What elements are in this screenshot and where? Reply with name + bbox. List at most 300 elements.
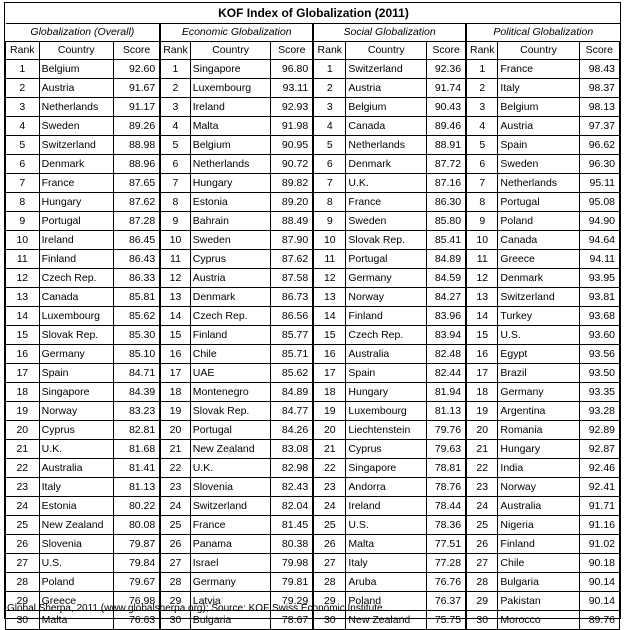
economic-score-cell: 82.04 [271, 497, 313, 516]
table-row [6, 554, 620, 573]
overall-rank-cell: 10 [6, 231, 40, 250]
political-score-cell: 90.14 [579, 592, 619, 611]
economic-score-cell: 93.11 [271, 79, 313, 98]
overall-rank-cell: 17 [6, 364, 40, 383]
social-country-cell: Hungary [346, 383, 427, 402]
overall-country-cell: Spain [39, 364, 113, 383]
economic-country-cell: Denmark [190, 288, 271, 307]
political-country-cell: Turkey [498, 307, 579, 326]
overall-rank-cell: 9 [6, 212, 40, 231]
social-rank-cell: 24 [313, 497, 346, 516]
economic-score-cell: 92.93 [271, 98, 313, 117]
overall-country-cell: Hungary [39, 193, 113, 212]
overall-country-cell: Canada [39, 288, 113, 307]
political-country-cell: U.S. [498, 326, 579, 345]
economic-rank-cell: 27 [160, 554, 190, 573]
social-rank-cell: 30 [313, 611, 346, 630]
overall-country-cell: Denmark [39, 155, 113, 174]
overall-country-cell: Slovenia [39, 535, 113, 554]
political-score-cell: 96.30 [579, 155, 619, 174]
social-country-cell: Slovak Rep. [346, 231, 427, 250]
group-header-political: Political Globalization [466, 24, 619, 42]
overall-rank-cell: 11 [6, 250, 40, 269]
political-country-cell: Australia [498, 497, 579, 516]
economic-rank-cell: 15 [160, 326, 190, 345]
overall-country-cell: Italy [39, 478, 113, 497]
social-country-cell: France [346, 193, 427, 212]
economic-rank-cell: 1 [160, 60, 190, 79]
column-header-economic-score: Score [271, 42, 313, 60]
social-rank-cell: 26 [313, 535, 346, 554]
political-country-cell: Denmark [498, 269, 579, 288]
table-row [6, 155, 620, 174]
economic-country-cell: Israel [190, 554, 271, 573]
economic-score-cell: 86.73 [271, 288, 313, 307]
table-row [6, 307, 620, 326]
column-header-political-score: Score [579, 42, 619, 60]
social-country-cell: Luxembourg [346, 402, 427, 421]
table-row [6, 440, 620, 459]
overall-score-cell: 87.65 [113, 174, 160, 193]
social-rank-cell: 11 [313, 250, 346, 269]
group-header-overall: Globalization (Overall) [6, 24, 161, 42]
overall-score-cell: 81.13 [113, 478, 160, 497]
economic-country-cell: Chile [190, 345, 271, 364]
overall-score-cell: 79.84 [113, 554, 160, 573]
political-rank-cell: 14 [466, 307, 498, 326]
overall-score-cell: 85.81 [113, 288, 160, 307]
table-row [6, 364, 620, 383]
political-rank-cell: 9 [466, 212, 498, 231]
economic-country-cell: Slovak Rep. [190, 402, 271, 421]
political-country-cell: Spain [498, 136, 579, 155]
social-score-cell: 88.91 [427, 136, 466, 155]
political-score-cell: 90.18 [579, 554, 619, 573]
economic-country-cell: Belgium [190, 136, 271, 155]
economic-score-cell: 84.89 [271, 383, 313, 402]
social-rank-cell: 16 [313, 345, 346, 364]
social-country-cell: Ireland [346, 497, 427, 516]
overall-score-cell: 76.98 [113, 592, 160, 611]
social-score-cell: 76.37 [427, 592, 466, 611]
overall-country-cell: Czech Rep. [39, 269, 113, 288]
political-score-cell: 90.14 [579, 573, 619, 592]
political-country-cell: Hungary [498, 440, 579, 459]
social-rank-cell: 7 [313, 174, 346, 193]
social-country-cell: Andorra [346, 478, 427, 497]
economic-score-cell: 84.26 [271, 421, 313, 440]
economic-score-cell: 79.81 [271, 573, 313, 592]
political-score-cell: 93.81 [579, 288, 619, 307]
social-score-cell: 78.76 [427, 478, 466, 497]
economic-rank-cell: 30 [160, 611, 190, 630]
overall-score-cell: 85.62 [113, 307, 160, 326]
political-country-cell: Pakistan [498, 592, 579, 611]
political-rank-cell: 20 [466, 421, 498, 440]
political-rank-cell: 29 [466, 592, 498, 611]
social-country-cell: Belgium [346, 98, 427, 117]
social-score-cell: 78.36 [427, 516, 466, 535]
social-rank-cell: 28 [313, 573, 346, 592]
political-country-cell: Morocco [498, 611, 579, 630]
overall-score-cell: 86.33 [113, 269, 160, 288]
political-country-cell: Italy [498, 79, 579, 98]
overall-rank-cell: 25 [6, 516, 40, 535]
political-rank-cell: 18 [466, 383, 498, 402]
column-header-social-score: Score [427, 42, 466, 60]
political-score-cell: 93.68 [579, 307, 619, 326]
economic-rank-cell: 26 [160, 535, 190, 554]
social-country-cell: New Zealand [346, 611, 427, 630]
economic-country-cell: Estonia [190, 193, 271, 212]
social-score-cell: 79.63 [427, 440, 466, 459]
political-rank-cell: 8 [466, 193, 498, 212]
social-rank-cell: 15 [313, 326, 346, 345]
political-score-cell: 97.37 [579, 117, 619, 136]
social-country-cell: U.K. [346, 174, 427, 193]
overall-country-cell: U.K. [39, 440, 113, 459]
social-rank-cell: 25 [313, 516, 346, 535]
overall-score-cell: 84.71 [113, 364, 160, 383]
political-score-cell: 92.41 [579, 478, 619, 497]
table-row [6, 478, 620, 497]
table-row [6, 421, 620, 440]
social-rank-cell: 10 [313, 231, 346, 250]
economic-country-cell: Latvia [190, 592, 271, 611]
economic-rank-cell: 8 [160, 193, 190, 212]
group-header-row [6, 24, 620, 42]
economic-rank-cell: 21 [160, 440, 190, 459]
political-score-cell: 95.11 [579, 174, 619, 193]
economic-country-cell: Bahrain [190, 212, 271, 231]
overall-rank-cell: 26 [6, 535, 40, 554]
overall-rank-cell: 7 [6, 174, 40, 193]
social-rank-cell: 8 [313, 193, 346, 212]
overall-score-cell: 85.10 [113, 345, 160, 364]
economic-country-cell: Germany [190, 573, 271, 592]
overall-score-cell: 84.39 [113, 383, 160, 402]
economic-country-cell: Cyprus [190, 250, 271, 269]
overall-rank-cell: 3 [6, 98, 40, 117]
political-country-cell: Portugal [498, 193, 579, 212]
social-country-cell: Netherlands [346, 136, 427, 155]
social-rank-cell: 6 [313, 155, 346, 174]
political-rank-cell: 15 [466, 326, 498, 345]
overall-country-cell: Germany [39, 345, 113, 364]
political-rank-cell: 19 [466, 402, 498, 421]
economic-score-cell: 87.90 [271, 231, 313, 250]
social-score-cell: 85.80 [427, 212, 466, 231]
social-country-cell: Sweden [346, 212, 427, 231]
political-rank-cell: 13 [466, 288, 498, 307]
overall-country-cell: Sweden [39, 117, 113, 136]
economic-rank-cell: 29 [160, 592, 190, 611]
political-score-cell: 92.87 [579, 440, 619, 459]
overall-score-cell: 89.26 [113, 117, 160, 136]
overall-score-cell: 81.68 [113, 440, 160, 459]
social-score-cell: 82.48 [427, 345, 466, 364]
economic-score-cell: 82.43 [271, 478, 313, 497]
overall-rank-cell: 2 [6, 79, 40, 98]
political-country-cell: Nigeria [498, 516, 579, 535]
social-country-cell: Malta [346, 535, 427, 554]
table-row [6, 174, 620, 193]
political-score-cell: 98.13 [579, 98, 619, 117]
economic-rank-cell: 7 [160, 174, 190, 193]
economic-country-cell: Czech Rep. [190, 307, 271, 326]
table-row [6, 60, 620, 79]
overall-country-cell: Cyprus [39, 421, 113, 440]
political-score-cell: 89.76 [579, 611, 619, 630]
table-row [6, 212, 620, 231]
economic-rank-cell: 13 [160, 288, 190, 307]
economic-score-cell: 87.62 [271, 250, 313, 269]
table-row [6, 326, 620, 345]
political-rank-cell: 5 [466, 136, 498, 155]
social-rank-cell: 12 [313, 269, 346, 288]
economic-country-cell: Sweden [190, 231, 271, 250]
political-country-cell: Romania [498, 421, 579, 440]
overall-score-cell: 82.81 [113, 421, 160, 440]
economic-country-cell: Portugal [190, 421, 271, 440]
column-header-economic-country: Country [190, 42, 271, 60]
table-row [6, 573, 620, 592]
social-rank-cell: 14 [313, 307, 346, 326]
overall-rank-cell: 15 [6, 326, 40, 345]
political-country-cell: Finland [498, 535, 579, 554]
political-country-cell: Egypt [498, 345, 579, 364]
overall-country-cell: Netherlands [39, 98, 113, 117]
political-country-cell: Canada [498, 231, 579, 250]
social-country-cell: Finland [346, 307, 427, 326]
political-rank-cell: 16 [466, 345, 498, 364]
source-note: Global Sherpa, 2011 (www.globalsherpa.org); Source: KOF Swiss Economic Institute. [7, 603, 386, 614]
political-country-cell: Austria [498, 117, 579, 136]
overall-score-cell: 76.63 [113, 611, 160, 630]
social-country-cell: Spain [346, 364, 427, 383]
overall-score-cell: 83.23 [113, 402, 160, 421]
overall-country-cell: Portugal [39, 212, 113, 231]
political-country-cell: Argentina [498, 402, 579, 421]
overall-score-cell: 79.87 [113, 535, 160, 554]
social-country-cell: Germany [346, 269, 427, 288]
economic-rank-cell: 10 [160, 231, 190, 250]
overall-score-cell: 86.43 [113, 250, 160, 269]
overall-country-cell: Malta [39, 611, 113, 630]
economic-score-cell: 81.45 [271, 516, 313, 535]
social-score-cell: 78.81 [427, 459, 466, 478]
overall-rank-cell: 12 [6, 269, 40, 288]
social-score-cell: 86.30 [427, 193, 466, 212]
political-country-cell: Germany [498, 383, 579, 402]
overall-score-cell: 91.67 [113, 79, 160, 98]
overall-score-cell: 79.67 [113, 573, 160, 592]
political-rank-cell: 17 [466, 364, 498, 383]
overall-country-cell: Greece [39, 592, 113, 611]
social-country-cell: Denmark [346, 155, 427, 174]
table-row [6, 383, 620, 402]
social-score-cell: 90.43 [427, 98, 466, 117]
column-header-political-country: Country [498, 42, 579, 60]
table-row [6, 117, 620, 136]
overall-rank-cell: 29 [6, 592, 40, 611]
table-row [6, 402, 620, 421]
social-country-cell: Australia [346, 345, 427, 364]
social-score-cell: 81.13 [427, 402, 466, 421]
economic-rank-cell: 9 [160, 212, 190, 231]
overall-score-cell: 87.62 [113, 193, 160, 212]
overall-rank-cell: 1 [6, 60, 40, 79]
table-frame [4, 2, 621, 626]
political-country-cell: Netherlands [498, 174, 579, 193]
political-rank-cell: 10 [466, 231, 498, 250]
political-score-cell: 98.43 [579, 60, 619, 79]
political-rank-cell: 7 [466, 174, 498, 193]
social-rank-cell: 21 [313, 440, 346, 459]
economic-score-cell: 82.98 [271, 459, 313, 478]
political-rank-cell: 1 [466, 60, 498, 79]
political-rank-cell: 24 [466, 497, 498, 516]
social-score-cell: 77.28 [427, 554, 466, 573]
overall-rank-cell: 22 [6, 459, 40, 478]
economic-country-cell: Switzerland [190, 497, 271, 516]
economic-rank-cell: 18 [160, 383, 190, 402]
political-score-cell: 91.16 [579, 516, 619, 535]
social-country-cell: Switzerland [346, 60, 427, 79]
social-rank-cell: 23 [313, 478, 346, 497]
economic-score-cell: 87.58 [271, 269, 313, 288]
overall-rank-cell: 4 [6, 117, 40, 136]
social-rank-cell: 20 [313, 421, 346, 440]
social-score-cell: 84.89 [427, 250, 466, 269]
overall-country-cell: Finland [39, 250, 113, 269]
political-score-cell: 91.02 [579, 535, 619, 554]
column-header-overall-score: Score [113, 42, 160, 60]
overall-rank-cell: 27 [6, 554, 40, 573]
economic-country-cell: Netherlands [190, 155, 271, 174]
social-score-cell: 92.36 [427, 60, 466, 79]
economic-rank-cell: 23 [160, 478, 190, 497]
overall-country-cell: Estonia [39, 497, 113, 516]
column-header-overall-country: Country [39, 42, 113, 60]
political-score-cell: 92.89 [579, 421, 619, 440]
political-score-cell: 91.71 [579, 497, 619, 516]
social-country-cell: Poland [346, 592, 427, 611]
economic-country-cell: UAE [190, 364, 271, 383]
overall-rank-cell: 16 [6, 345, 40, 364]
political-rank-cell: 12 [466, 269, 498, 288]
social-country-cell: Singapore [346, 459, 427, 478]
social-rank-cell: 22 [313, 459, 346, 478]
economic-rank-cell: 14 [160, 307, 190, 326]
table-row [6, 516, 620, 535]
economic-score-cell: 86.56 [271, 307, 313, 326]
table-row [6, 98, 620, 117]
economic-rank-cell: 20 [160, 421, 190, 440]
political-rank-cell: 4 [466, 117, 498, 136]
social-rank-cell: 3 [313, 98, 346, 117]
overall-score-cell: 87.28 [113, 212, 160, 231]
economic-score-cell: 85.77 [271, 326, 313, 345]
economic-rank-cell: 24 [160, 497, 190, 516]
overall-rank-cell: 24 [6, 497, 40, 516]
overall-rank-cell: 19 [6, 402, 40, 421]
table-row [6, 459, 620, 478]
social-score-cell: 83.94 [427, 326, 466, 345]
social-rank-cell: 19 [313, 402, 346, 421]
political-rank-cell: 23 [466, 478, 498, 497]
economic-score-cell: 96.80 [271, 60, 313, 79]
economic-score-cell: 78.67 [271, 611, 313, 630]
overall-score-cell: 91.17 [113, 98, 160, 117]
table-row [6, 345, 620, 364]
political-score-cell: 93.50 [579, 364, 619, 383]
social-rank-cell: 18 [313, 383, 346, 402]
social-rank-cell: 5 [313, 136, 346, 155]
economic-score-cell: 84.77 [271, 402, 313, 421]
social-rank-cell: 17 [313, 364, 346, 383]
table-row [6, 79, 620, 98]
social-country-cell: Italy [346, 554, 427, 573]
social-score-cell: 78.44 [427, 497, 466, 516]
economic-rank-cell: 12 [160, 269, 190, 288]
political-rank-cell: 11 [466, 250, 498, 269]
overall-country-cell: Luxembourg [39, 307, 113, 326]
political-country-cell: Sweden [498, 155, 579, 174]
political-country-cell: Belgium [498, 98, 579, 117]
social-rank-cell: 2 [313, 79, 346, 98]
social-score-cell: 79.76 [427, 421, 466, 440]
political-score-cell: 95.08 [579, 193, 619, 212]
overall-score-cell: 88.98 [113, 136, 160, 155]
overall-score-cell: 88.96 [113, 155, 160, 174]
economic-country-cell: U.K. [190, 459, 271, 478]
political-score-cell: 94.90 [579, 212, 619, 231]
social-score-cell: 87.16 [427, 174, 466, 193]
table-title: KOF Index of Globalization (2011) [218, 6, 409, 20]
social-score-cell: 84.59 [427, 269, 466, 288]
economic-score-cell: 89.82 [271, 174, 313, 193]
political-rank-cell: 27 [466, 554, 498, 573]
economic-country-cell: Malta [190, 117, 271, 136]
social-score-cell: 76.76 [427, 573, 466, 592]
social-country-cell: Norway [346, 288, 427, 307]
table-row [6, 497, 620, 516]
overall-rank-cell: 21 [6, 440, 40, 459]
political-country-cell: Poland [498, 212, 579, 231]
political-rank-cell: 25 [466, 516, 498, 535]
social-country-cell: Aruba [346, 573, 427, 592]
overall-country-cell: U.S. [39, 554, 113, 573]
political-score-cell: 93.35 [579, 383, 619, 402]
political-country-cell: Switzerland [498, 288, 579, 307]
political-score-cell: 94.64 [579, 231, 619, 250]
column-header-overall-rank: Rank [6, 42, 40, 60]
political-rank-cell: 3 [466, 98, 498, 117]
political-score-cell: 93.56 [579, 345, 619, 364]
column-header-economic-rank: Rank [160, 42, 190, 60]
table-row [6, 193, 620, 212]
overall-score-cell: 81.41 [113, 459, 160, 478]
overall-rank-cell: 13 [6, 288, 40, 307]
overall-score-cell: 92.60 [113, 60, 160, 79]
table-row [6, 231, 620, 250]
column-header-social-country: Country [346, 42, 427, 60]
economic-country-cell: Ireland [190, 98, 271, 117]
economic-score-cell: 83.08 [271, 440, 313, 459]
table-row [6, 136, 620, 155]
social-rank-cell: 9 [313, 212, 346, 231]
